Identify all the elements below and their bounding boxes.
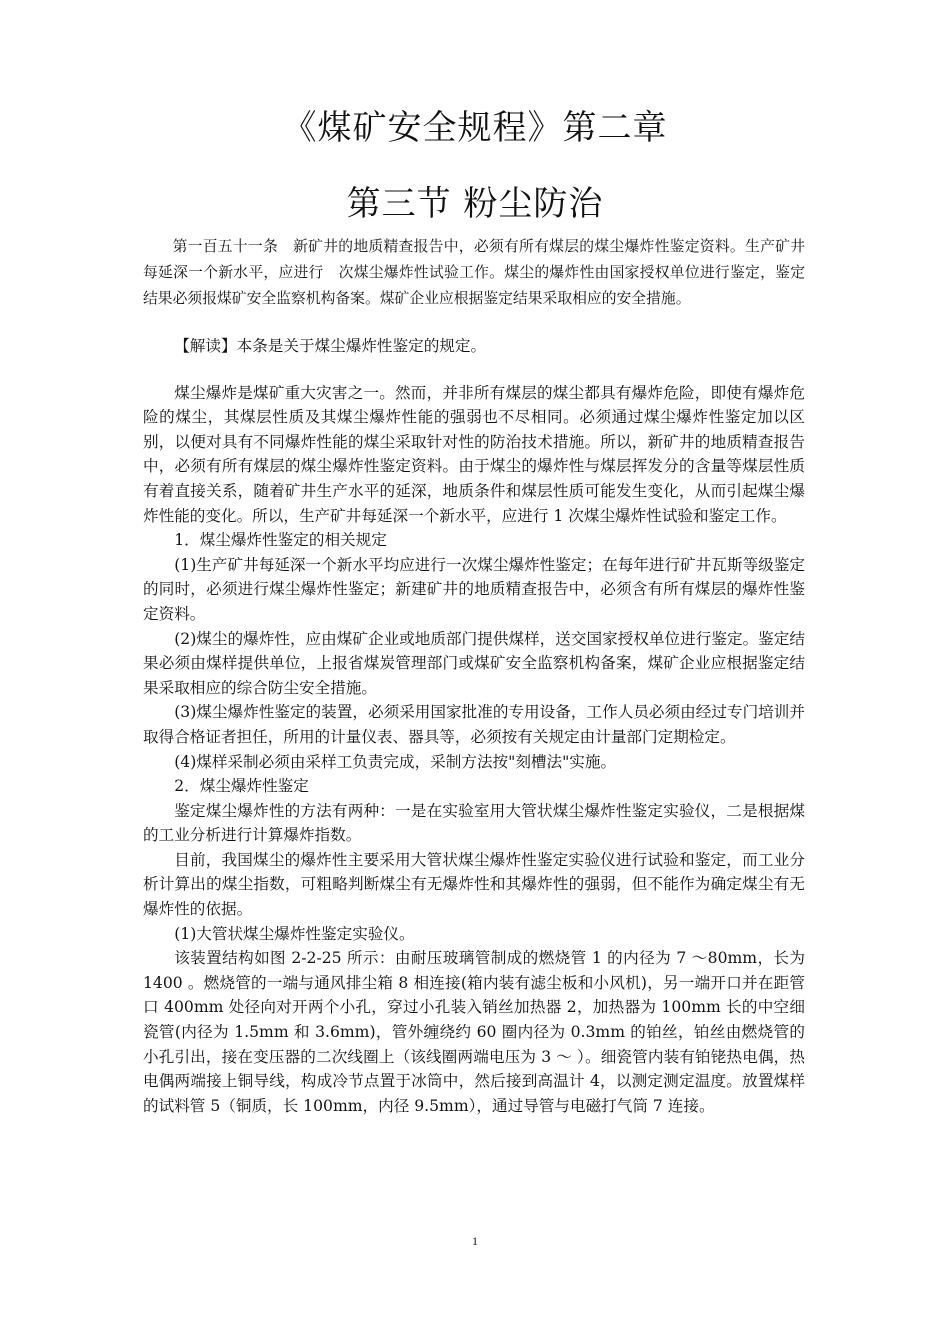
list-item: (4)煤样采制必须由采样工负责完成，采制方法按"刻槽法"实施。 [174,752,617,771]
list-item: (3)煤尘爆炸性鉴定的装置，必须采用国家批准的专用设备，工作人员必须由经过专门培训并取得合格证者担任，所用的计量仪表、器具等，必须按有关规定由计量部门定期检定。 [143,703,805,746]
list-item: (1)生产矿井每延深一个新水平均应进行一次煤尘爆炸性鉴定；在每年进行矿井瓦斯等级鉴定的同时，必须进行煤尘爆炸性鉴定；新建矿井的地质精查报告中，必须含有所有煤层的爆炸性鉴定资料。 [143,555,805,623]
list-item: (1)大管状煤尘爆炸性鉴定实验仪。 [174,924,415,943]
subsection-heading: 1．煤尘爆炸性鉴定的相关规定 [174,531,387,550]
body-paragraph: 目前，我国煤尘的爆炸性主要采用大管状煤尘爆炸性鉴定实验仪进行试验和鉴定，而工业分析计算出的煤尘指数，可粗略判断煤尘有无爆炸性和其爆炸性的强弱，但不能作为确定煤尘有无爆炸性的依据。 [143,850,805,919]
body-paragraph: 该装置结构如图 2-2-25 所示：由耐压玻璃管制成的燃烧管 1 的内径为 7 ～80mm，长为 1400 。燃烧管的一端与通风排尘箱 8 相连接(箱内装有滤尘板和小风机)，另一端开口并在距管口 400mm 处径向对开两个小孔，穿过小孔装入销丝加热器 2，加热器为 100mm 长的中空细瓷管(内径为 1.5mm 和 3.6mm)，管外缠绕约 60 圈内径为 0.3mm 的铂丝，铂丝由燃烧管的小孔引出，接在变压器的二次线圈上（该线圈两端电压为 3 ～ ）。细瓷管内装有铂铑热电偶，热电偶两端接上铜导线，构成冷节点置于冰筒中，然后接到高温计 4，以测定测定温度。放置煤样的试料管 5（铜质，长 100mm，内径 9.5mm），通过导管与电磁打气筒 7 连接。 [143,949,805,1115]
interpretation-heading: 【解读】本条是关于煤尘爆炸性鉴定的规定。 [174,337,487,355]
article-paragraph: 第一百五十一条 新矿井的地质精查报告中，必须有所有煤层的煤尘爆炸性鉴定资料。生产矿井每延深一个新水平，应进行 次煤尘爆炸性试验工作。煤尘的爆炸性由国家授权单位进行鉴定，鉴定结果必须报煤矿安全监察机构备案。煤矿企业应根据鉴定结果采取相应的安全措施。 [143,238,805,307]
body-paragraph: 煤尘爆炸是煤矿重大灾害之一。然而，并非所有煤层的煤尘都具有爆炸危险，即使有爆炸危险的煤尘，其煤层性质及其煤尘爆炸性能的强弱也不尽相同。必须通过煤尘爆炸性鉴定加以区别，以便对具有不同爆炸性能的煤尘采取针对性的防治技术措施。所以，新矿井的地质精查报告中，必须有所有煤层的煤尘爆炸性鉴定资料。由于煤尘的爆炸性与煤层挥发分的含量等煤层性质有着直接关系，随着矿井生产水平的延深，地质条件和煤层性质可能发生变化，从而引起煤尘爆炸性能的变化。所以，生产矿井每延深一个新水平，应进行 1 次煤尘爆炸性试验和鉴定工作。 [143,383,805,525]
document-title: 《煤矿安全规程》第二章 [282,108,668,148]
list-item: (2)煤尘的爆炸性，应由煤矿企业或地质部门提供煤样，送交国家授权单位进行鉴定。鉴定结果必须由煤样提供单位，上报省煤炭管理部门或煤矿安全监察机构备案，煤矿企业应根据鉴定结果采取相应的综合防尘安全措施。 [143,629,805,697]
page-number: 1 [472,1234,478,1248]
subsection-heading: 2．煤尘爆炸性鉴定 [174,777,309,796]
section-heading: 第三节 粉尘防治 [346,184,604,224]
body-paragraph: 鉴定煤尘爆炸性的方法有两种：一是在实验室用大管状煤尘爆炸性鉴定实验仪，二是根据煤的工业分析进行计算爆炸指数。 [143,801,805,845]
document-body [143,234,805,1118]
